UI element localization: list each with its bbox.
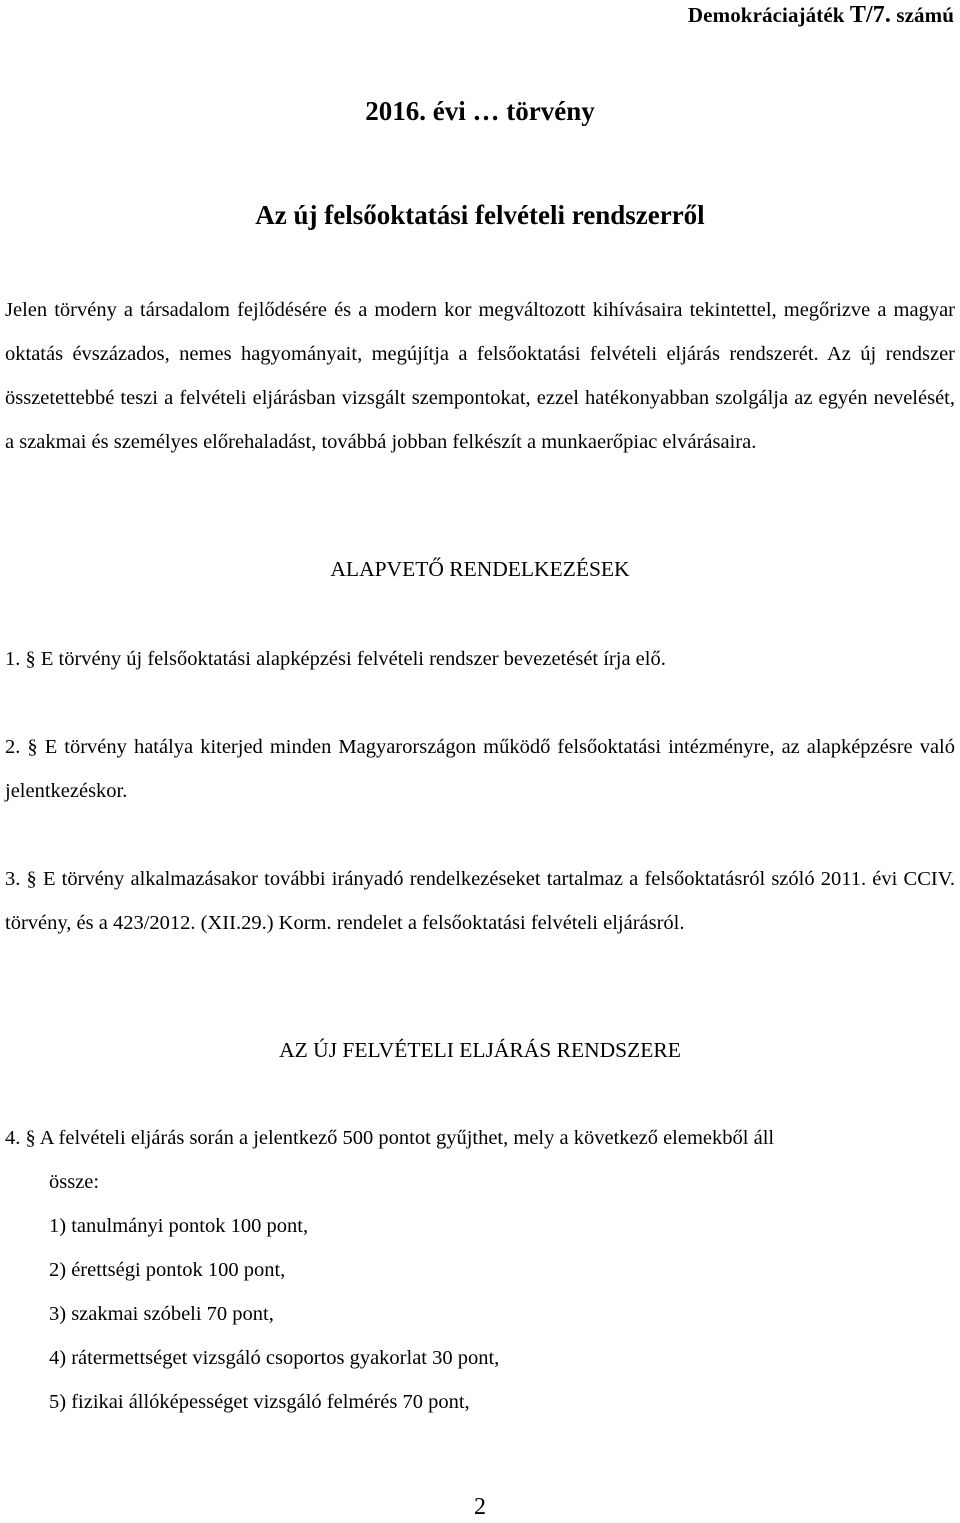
header-prefix: Demokráciajáték	[687, 3, 850, 27]
document-header	[688, 2, 954, 29]
law-title: 2016. évi … törvény	[365, 96, 595, 126]
list-item: 3) szakmai szóbeli 70 pont,	[49, 1303, 274, 1325]
section-title-admission-system: AZ ÚJ FELVÉTELI ELJÁRÁS RENDSZERE	[279, 1038, 681, 1062]
paragraph-4	[5, 1116, 955, 1424]
paragraph-4-continuation: össze:	[49, 1171, 100, 1193]
list-item: 1) tanulmányi pontok 100 pont,	[49, 1215, 309, 1237]
paragraph-2: 2. § E törvény hatálya kiterjed minden Magyarországon működő felsőoktatási intézményre, az alapképzésre való jelentkezéskor.	[5, 736, 955, 802]
point-list	[5, 1204, 955, 1424]
header-code: T/7.	[849, 2, 891, 28]
paragraph-1: 1. § E törvény új felsőoktatási alapképzési felvételi rendszer bevezetését írja elő.	[5, 648, 666, 670]
paragraph-4-lead: 4. § A felvételi eljárás során a jelentkező 500 pontot gyűjthet, mely a következő elemekből áll	[5, 1127, 775, 1149]
section-title-basic-provisions: ALAPVETŐ RENDELKEZÉSEK	[330, 557, 630, 581]
list-item: 5) fizikai állóképességet vizsgáló felmérés 70 pont,	[49, 1391, 470, 1413]
header-suffix: számú	[890, 3, 954, 27]
page-number: 2	[474, 1494, 486, 1520]
list-item: 2) érettségi pontok 100 pont,	[49, 1259, 286, 1281]
law-subtitle: Az új felsőoktatási felvételi rendszerről	[255, 200, 705, 230]
preamble: Jelen törvény a társadalom fejlődésére és a modern kor megváltozott kihívásaira tekintettel, megőrizve a magyar oktatás évszázados, nemes hagyományait, megújítja a felsőoktatási felvételi eljárás rendszerét. Az új rendszer összetettebbé teszi a felvételi eljárásban vizsgált szempontokat, ezzel hatékonyabban szolgálja az egyén nevelését, a szakmai és személyes előrehaladást, továbbá jobban felkészít a munkaerőpiac elvárásaira.	[5, 299, 955, 453]
paragraph-3: 3. § E törvény alkalmazásakor további irányadó rendelkezéseket tartalmaz a felsőoktatásról szóló 2011. évi CCIV. törvény, és a 423/2012. (XII.29.) Korm. rendelet a felsőoktatási felvételi eljárásról.	[5, 868, 955, 934]
list-item: 4) rátermettséget vizsgáló csoportos gyakorlat 30 pont,	[49, 1347, 500, 1369]
